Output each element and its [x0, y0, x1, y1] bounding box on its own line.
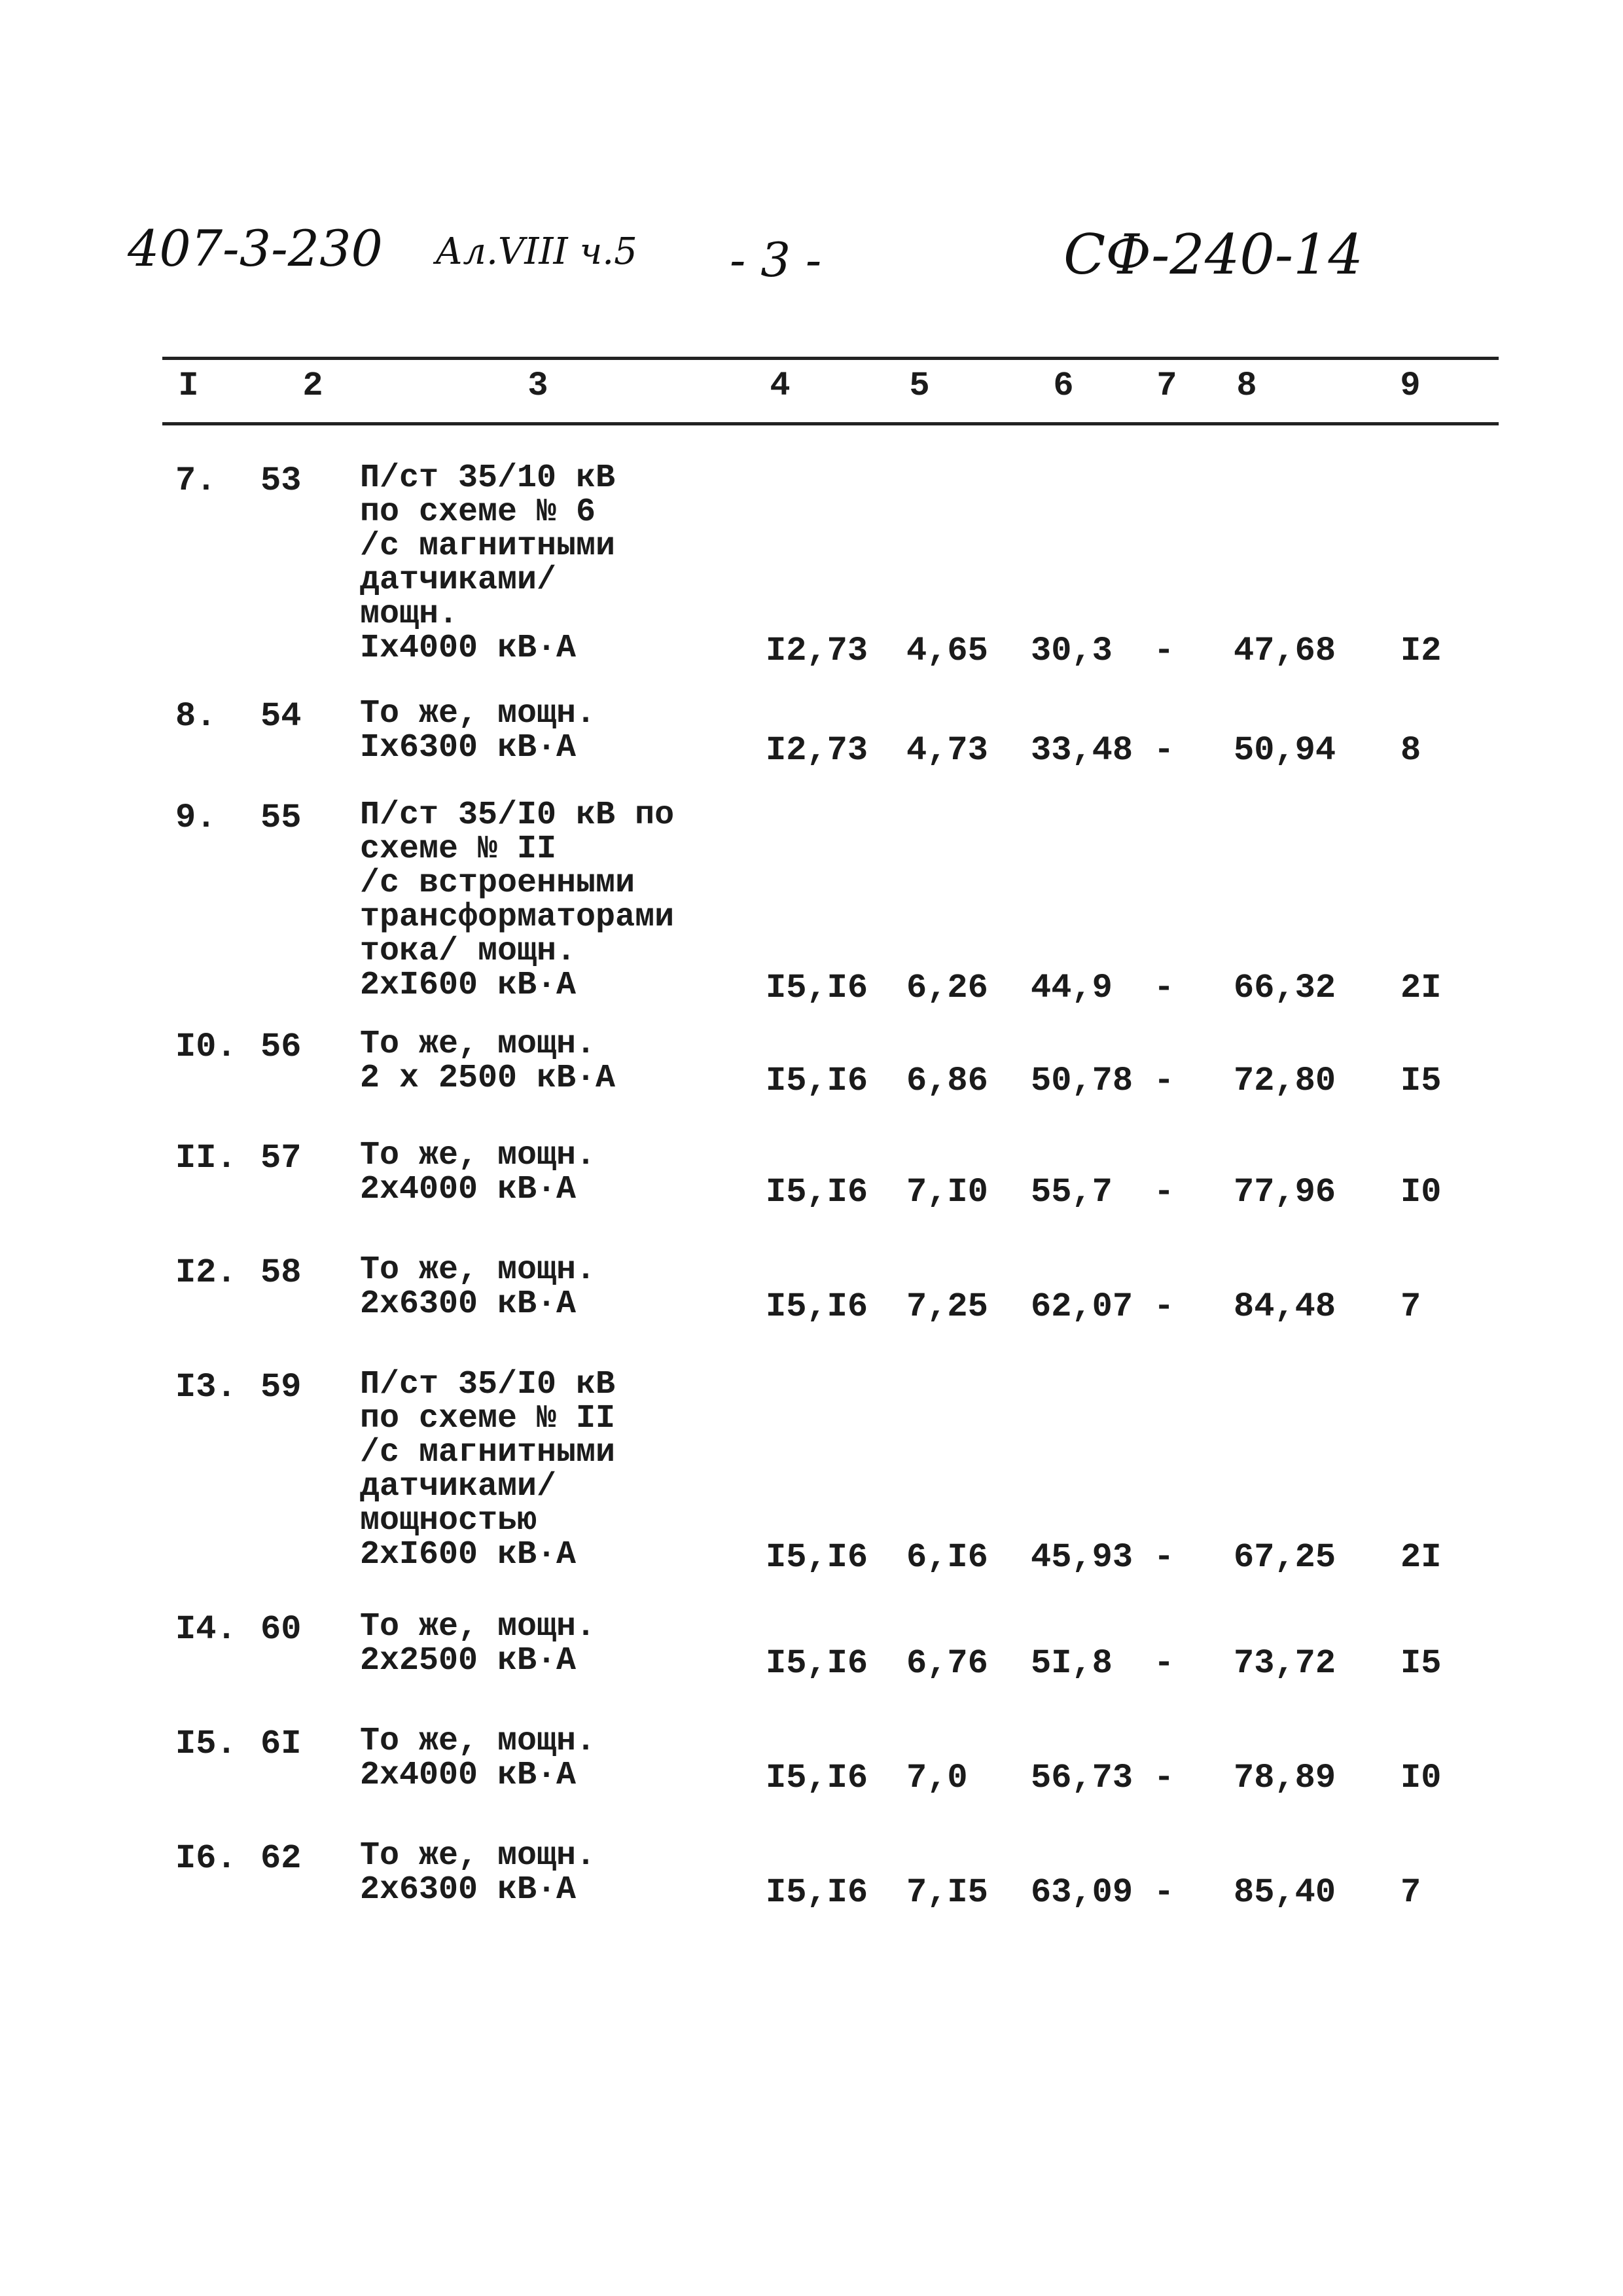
- value-col-6: 33,48: [1031, 731, 1133, 770]
- position-number: 60: [260, 1610, 302, 1649]
- value-col-5: 4,73: [906, 731, 988, 770]
- column-header-2: 2: [302, 367, 323, 405]
- value-col-6: 44,9: [1031, 969, 1113, 1007]
- column-header-9: 9: [1400, 367, 1421, 405]
- row-number: I2.: [175, 1253, 237, 1292]
- column-header-3: 3: [527, 367, 548, 405]
- value-col-9: I2: [1400, 632, 1442, 670]
- row-number: 7.: [175, 461, 217, 500]
- value-col-5: 6,26: [906, 969, 988, 1007]
- value-col-5: 6,86: [906, 1062, 988, 1100]
- value-col-4: I5,I6: [766, 1287, 868, 1326]
- value-col-7: -: [1154, 1173, 1175, 1211]
- value-col-6: 45,93: [1031, 1538, 1133, 1577]
- value-col-9: I0: [1400, 1173, 1442, 1211]
- row-number: I5.: [175, 1725, 237, 1763]
- row-number: I4.: [175, 1610, 237, 1649]
- item-description: П/ст 35/10 кВ по схеме № 6 /с магнитными датчиками/ мощн. Iх4000 кВ·А: [360, 459, 616, 667]
- value-col-4: I5,I6: [766, 1759, 868, 1797]
- value-col-4: I2,73: [766, 632, 868, 670]
- value-col-4: I5,I6: [766, 1062, 868, 1100]
- item-description: То же, мощн. 2 х 2500 кВ·А: [360, 1026, 616, 1097]
- value-col-6: 5I,8: [1031, 1644, 1113, 1683]
- position-number: 54: [260, 697, 302, 736]
- table-top-rule: [162, 357, 1499, 360]
- item-description: П/ст 35/I0 кВ по схеме № II /с встроенными трансформаторами тока/ мощн. 2хI600 кВ·А: [360, 797, 675, 1004]
- value-col-8: 77,96: [1234, 1173, 1336, 1211]
- item-description: То же, мощн. 2х6300 кВ·А: [360, 1251, 596, 1323]
- value-col-7: -: [1154, 1538, 1175, 1577]
- value-col-4: I2,73: [766, 731, 868, 770]
- value-col-7: -: [1154, 1062, 1175, 1100]
- value-col-5: 7,25: [906, 1287, 988, 1326]
- value-col-8: 67,25: [1234, 1538, 1336, 1577]
- page-number: - 3 -: [730, 232, 822, 287]
- value-col-6: 50,78: [1031, 1062, 1133, 1100]
- value-col-4: I5,I6: [766, 1873, 868, 1912]
- value-col-7: -: [1154, 731, 1175, 770]
- value-col-7: -: [1154, 1287, 1175, 1326]
- item-description: То же, мощн. 2х2500 кВ·А: [360, 1608, 596, 1679]
- sheet-code: СФ-240-14: [1063, 223, 1363, 287]
- value-col-8: 66,32: [1234, 969, 1336, 1007]
- column-header-7: 7: [1156, 367, 1177, 405]
- value-col-9: 7: [1400, 1873, 1421, 1912]
- value-col-9: I5: [1400, 1062, 1442, 1100]
- value-col-7: -: [1154, 969, 1175, 1007]
- value-col-6: 62,07: [1031, 1287, 1133, 1326]
- value-col-5: 7,I5: [906, 1873, 988, 1912]
- row-number: 9.: [175, 798, 217, 837]
- position-number: 6I: [260, 1725, 302, 1763]
- position-number: 58: [260, 1253, 302, 1292]
- value-col-7: -: [1154, 632, 1175, 670]
- value-col-9: 2I: [1400, 1538, 1442, 1577]
- value-col-8: 84,48: [1234, 1287, 1336, 1326]
- column-header-4: 4: [770, 367, 791, 405]
- value-col-8: 72,80: [1234, 1062, 1336, 1100]
- row-number: I6.: [175, 1839, 237, 1878]
- value-col-4: I5,I6: [766, 969, 868, 1007]
- value-col-8: 73,72: [1234, 1644, 1336, 1683]
- item-description: П/ст 35/I0 кВ по схеме № II /с магнитными датчиками/ мощностью 2хI600 кВ·А: [360, 1366, 616, 1573]
- value-col-7: -: [1154, 1759, 1175, 1797]
- value-col-5: 6,I6: [906, 1538, 988, 1577]
- position-number: 53: [260, 461, 302, 500]
- table-header-rule: [162, 422, 1499, 425]
- position-number: 57: [260, 1139, 302, 1177]
- value-col-8: 85,40: [1234, 1873, 1336, 1912]
- value-col-6: 63,09: [1031, 1873, 1133, 1912]
- item-description: То же, мощн. 2х6300 кВ·А: [360, 1837, 596, 1909]
- value-col-5: 4,65: [906, 632, 988, 670]
- value-col-6: 30,3: [1031, 632, 1113, 670]
- item-description: То же, мощн. Iх6300 кВ·А: [360, 695, 596, 766]
- value-col-5: 7,I0: [906, 1173, 988, 1211]
- column-header-8: 8: [1236, 367, 1257, 405]
- value-col-4: I5,I6: [766, 1644, 868, 1683]
- value-col-5: 6,76: [906, 1644, 988, 1683]
- item-description: То же, мощн. 2х4000 кВ·А: [360, 1137, 596, 1208]
- position-number: 56: [260, 1028, 302, 1066]
- value-col-7: -: [1154, 1873, 1175, 1912]
- value-col-9: I0: [1400, 1759, 1442, 1797]
- row-number: I3.: [175, 1368, 237, 1407]
- value-col-9: 8: [1400, 731, 1421, 770]
- value-col-7: -: [1154, 1644, 1175, 1683]
- value-col-9: I5: [1400, 1644, 1442, 1683]
- value-col-8: 47,68: [1234, 632, 1336, 670]
- column-header-1: I: [178, 367, 199, 405]
- row-number: I0.: [175, 1028, 237, 1066]
- value-col-8: 78,89: [1234, 1759, 1336, 1797]
- value-col-9: 7: [1400, 1287, 1421, 1326]
- value-col-4: I5,I6: [766, 1538, 868, 1577]
- row-number: II.: [175, 1139, 237, 1177]
- value-col-4: I5,I6: [766, 1173, 868, 1211]
- value-col-6: 56,73: [1031, 1759, 1133, 1797]
- position-number: 59: [260, 1368, 302, 1407]
- value-col-9: 2I: [1400, 969, 1442, 1007]
- item-description: То же, мощн. 2х4000 кВ·А: [360, 1723, 596, 1794]
- position-number: 55: [260, 798, 302, 837]
- column-header-5: 5: [909, 367, 930, 405]
- value-col-6: 55,7: [1031, 1173, 1113, 1211]
- row-number: 8.: [175, 697, 217, 736]
- value-col-5: 7,0: [906, 1759, 968, 1797]
- column-header-6: 6: [1053, 367, 1074, 405]
- value-col-8: 50,94: [1234, 731, 1336, 770]
- document-code: 407-3-230: [128, 219, 383, 278]
- album-reference: Ал.VIII ч.5: [435, 230, 637, 273]
- position-number: 62: [260, 1839, 302, 1878]
